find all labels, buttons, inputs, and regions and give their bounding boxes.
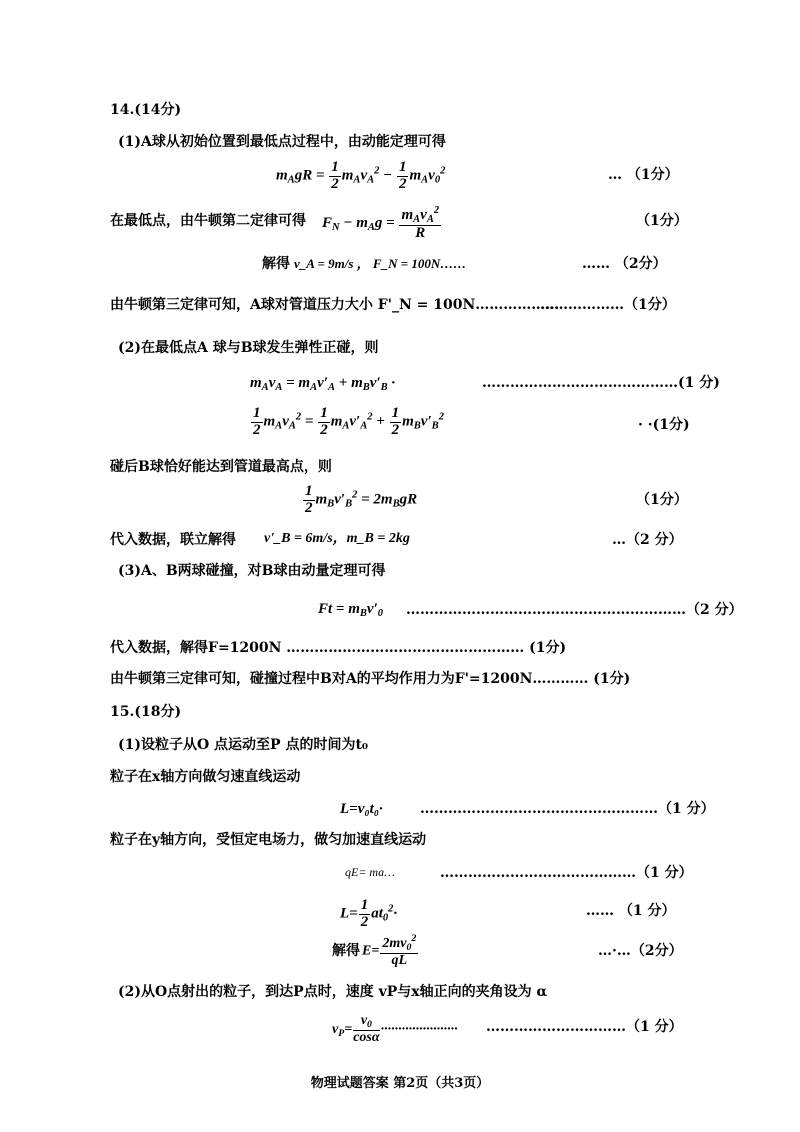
q14-newton-equation: $F_N - m_Ag$ = $\frac{m_Av_A^2}{R}$	[322, 205, 440, 242]
score-7: （1分）	[636, 492, 688, 508]
q14-momentum-equation: $m_Av_A = m_Av'_A + m_Bv'_B$ ·	[250, 375, 396, 393]
q14-solve-values: v_A = 9m/s ， F_N = 100N……	[294, 256, 467, 271]
q15-eq3: L= $\frac{1}{2}$ $at_0^2\cdot$	[340, 897, 398, 930]
q15-eq1: L=v₀t₀·	[340, 801, 383, 817]
q14-third-law-2: 由牛顿第三定律可知，碰撞过程中B对A的平均作用力为F'=1200N………… (1分)	[110, 671, 631, 687]
score-11: ……………………………………（1 分）	[440, 865, 693, 881]
q15-y-motion: 粒子在y轴方向，受恒定电场力，做匀加速直线运动	[110, 832, 427, 848]
page-footer: 物理试题答案 第2页（共3页）	[310, 1076, 490, 1091]
q15-solve-label: 解得	[332, 943, 360, 959]
q15-eq4: E= $\frac{2mv_0^2}{qL}$	[362, 933, 417, 969]
score-8: …（2 分）	[612, 532, 683, 548]
q14-top-equation: $\frac{1}{2}$ $m_Bv'_B^2 = 2m_BgR$	[305, 483, 418, 516]
q15-part1-intro: (1)设粒子从O 点运动至P 点的时间为t₀	[118, 737, 369, 753]
q14-top-condition: 碰后B球恰好能达到管道最高点，则	[110, 459, 332, 475]
q14-energy-equation: $m_AgR$ = $\frac{1}{2}$ $m_Av_A^2$ − $\frac{1}{2}$ $m_Av_0^2$	[276, 159, 446, 192]
score-5: ……………………………………(1 分)	[482, 375, 720, 391]
score-4: ………………（1分）	[540, 297, 676, 313]
q15-eq2: qE= ma…	[345, 865, 395, 879]
q14-part1-intro: (1)A球从初始位置到最低点过程中，由动能定理可得	[118, 134, 446, 150]
q14-data-values: v'_B = 6m/s，m_B = 2kg	[264, 531, 410, 546]
q15-header: 15.(18分)	[110, 704, 182, 720]
q14-solve-label: 解得	[262, 256, 290, 272]
score-14: …………………………（1 分）	[486, 1019, 683, 1035]
score-9: ……………………………………………………（2 分）	[406, 602, 743, 618]
q14-newton-text: 在最低点，由牛顿第二定律可得	[110, 213, 306, 229]
score-10: ……………………………………………（1 分）	[420, 801, 715, 817]
score-6: · ·(1分)	[638, 417, 690, 433]
q14-third-law: 由牛顿第三定律可知，A球对管道压力大小 F'_N = 100N………………	[110, 297, 560, 313]
score-13: …·…（2分）	[598, 943, 683, 959]
q14-data-text: 代入数据，联立解得	[110, 532, 236, 548]
score-2: （1分）	[636, 213, 688, 229]
q15-vp-equation: $v_P=$ $\frac{v_0}{\cos\alpha}$ ······················	[332, 1013, 458, 1046]
q14-energy-conservation: $\frac{1}{2}$ $m_Av_A^2$ = $\frac{1}{2}$ $m_Av'_A^2$ + $\frac{1}{2}$ $m_Bv'_B^2$	[253, 405, 444, 438]
q14-result: 代入数据，解得F=1200N …………………………………………… (1分)	[110, 640, 567, 656]
score-3: …… （2分）	[582, 256, 667, 272]
score-12: …… （1 分）	[586, 903, 676, 919]
q15-part2-intro: (2)从O点射出的粒子，到达P点时，速度 vP与x轴正向的夹角设为 α	[118, 984, 548, 1000]
q14-header: 14.(14分)	[110, 102, 182, 118]
q14-part3-intro: (3)A、B两球碰撞，对B球由动量定理可得	[118, 563, 386, 579]
q14-part2-intro: (2)在最低点A 球与B球发生弹性正碰，则	[118, 340, 379, 356]
score-1: … （1分）	[608, 167, 679, 183]
q15-x-motion: 粒子在x轴方向做匀速直线运动	[110, 769, 301, 785]
q14-impulse-equation: $Ft = m_Bv'_0$	[318, 601, 384, 619]
